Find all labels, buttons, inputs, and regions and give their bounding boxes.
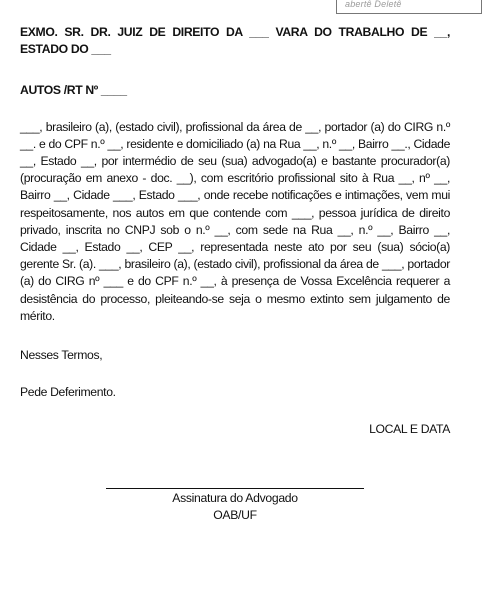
signature-block bbox=[106, 490, 364, 524]
place-date: LOCAL E DATA bbox=[369, 422, 450, 437]
corner-note-box bbox=[336, 0, 482, 14]
request-line: Pede Deferimento. bbox=[20, 385, 116, 400]
petition-body: ___, brasileiro (a), (estado civil), profissional da área de __, portador (a) do CIRG n.º __. e do CPF n.º __, residente e domiciliado (a) na Rua __, n.º __, Bairro __., Cidade __, Estado __, por intermédio de seu (sua) advogado(a) e bastante procurador(a) (procuração em anexo - doc. __), com escritório profissional sito à Rua __, nº __, Bairro __, Cidade ___, Estado ___, onde recebe notificações e intimações, vem mui respeitosamente, nos autos em que contende com ___, pessoa jurídica de direito privado, inscrita no CNPJ sob o n.º __, com sede na Rua __, n.º __, Bairro __, Cidade __, Estado __, CEP __, representada neste ato por seu (sua) sócio(a) gerente Sr. (a). ___, brasileiro (a), (estado civil), profissional da área de ___, portador (a) do CIRG nº ___ e do CPF n.º __, à presença de Vossa Excelência requerer a desistência do processo, pleiteando-se seja o mesmo extinto sem julgamento de mérito. bbox=[20, 119, 450, 323]
signature-oab: OAB/UF bbox=[213, 508, 257, 522]
corner-note-text: abertê Deletê bbox=[345, 0, 402, 9]
petition-document bbox=[20, 24, 450, 439]
signature-line bbox=[106, 488, 364, 489]
closing-line: Nesses Termos, bbox=[20, 348, 103, 363]
court-heading: EXMO. SR. DR. JUIZ DE DIREITO DA ___ VARA DO TRABALHO DE __, ESTADO DO ___ bbox=[20, 25, 450, 57]
signature-label: Assinatura do Advogado bbox=[172, 491, 298, 505]
case-number-line: AUTOS /RT Nº ____ bbox=[20, 83, 127, 98]
